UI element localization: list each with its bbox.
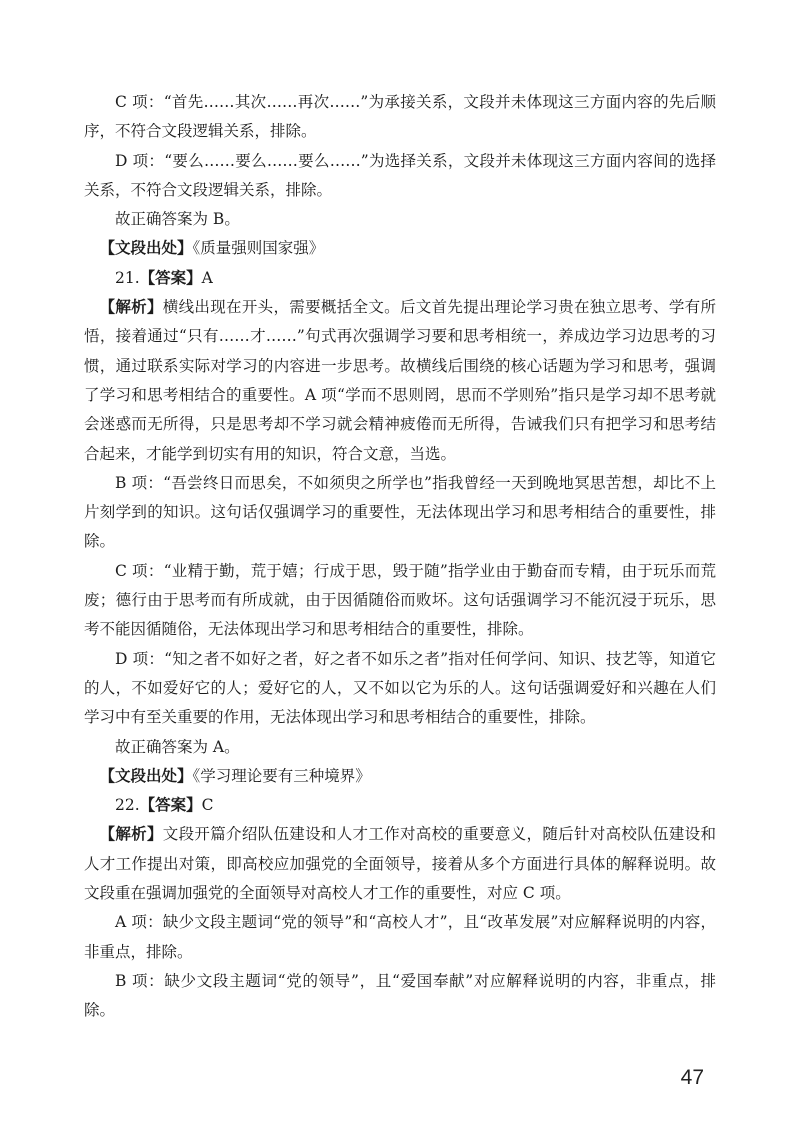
paragraph — [84, 205, 716, 234]
paragraph-text: 《学习理论要有三种境界》 — [192, 766, 371, 785]
paragraph-text: D 项：“要么……要么……要么……”为选择关系，文段并未体现这三方面内容间的选择关系，不符合文段逻辑关系，排除。 — [84, 151, 716, 199]
paragraph — [84, 733, 716, 762]
page-body — [84, 88, 716, 1026]
page-number: 47 — [680, 1066, 704, 1089]
paragraph — [84, 820, 716, 908]
paragraph-text: 横线出现在开头，需要概括全文。后文首先提出理论学习贵在独立思考、学有所悟，接着通过“只有……才……”句式再次强调学习要和思考相统一，养成边学习边思考的习惯，通过联系实际对学习的内容进一步思考。故横线后围绕的核心话题为学习和思考，强调了学习和思考相结合的重要性。A 项“学而不思则罔，思而不学则殆”指只是学习却不思考就会迷惑而无所得，只是思考却不学习就会精神疲倦而无所得，告诫我们只有把学习和思考结合起来，才能学到切实有用的知识，符合文意，当选。 — [84, 298, 716, 463]
paragraph — [84, 264, 716, 293]
paragraph — [84, 967, 716, 1026]
paragraph-text: 故正确答案为 A。 — [115, 737, 240, 756]
paragraph-text: D 项：“知之者不如好之者，好之者不如乐之者”指对任何学问、知识、技艺等，知道它的人，不如爱好它的人；爱好它的人，又不如以它为乐的人。这句话强调爱好和兴趣在人们学习中有至关重要的作用，无法体现出学习和思考相结合的重要性，排除。 — [84, 649, 716, 727]
paragraph — [84, 791, 716, 820]
section-tag: 【解析】 — [99, 298, 163, 317]
paragraph-text: 文段开篇介绍队伍建设和人才工作对高校的重要意义，随后针对高校队伍建设和人才工作提出对策，即高校应加强党的全面领导，接着从多个方面进行具体的解释说明。故文段重在强调加强党的全面领导对高校人才工作的重要性，对应 C 项。 — [84, 825, 716, 903]
paragraph-text: B 项：“吾尝终日而思矣，不如须臾之所学也”指我曾经一天到晚地冥思苦想，却比不上片刻学到的知识。这句话仅强调学习的重要性，无法体现出学习和思考相结合的重要性，排除。 — [84, 473, 716, 551]
paragraph — [84, 469, 716, 557]
paragraph — [84, 147, 716, 206]
paragraph-text: C 项：“业精于勤，荒于嬉；行成于思，毁于随”指学业由于勤奋而专精，由于玩乐而荒废；德行由于思考而有所成就，由于因循随俗而败坏。这句话强调学习不能沉浸于玩乐，思考不能因循随俗，无法体现出学习和思考相结合的重要性，排除。 — [84, 561, 716, 639]
section-tag: 【文段出处】 — [99, 766, 193, 785]
section-tag: 【解析】 — [99, 825, 163, 844]
paragraph-text: C — [201, 796, 214, 815]
paragraph — [84, 762, 716, 791]
answer-tag: 【答案】 — [139, 268, 202, 287]
section-tag: 【文段出处】 — [99, 239, 193, 258]
answer-tag: 【答案】 — [139, 796, 202, 815]
paragraph — [84, 645, 716, 733]
paragraph-text: 故正确答案为 B。 — [115, 210, 240, 229]
paragraph — [84, 234, 716, 263]
paragraph — [84, 293, 716, 469]
paragraph-text: 《质量强则国家强》 — [192, 239, 325, 258]
paragraph — [84, 557, 716, 645]
paragraph-text: B 项：缺少文段主题词“党的领导”，且“爱国奉献”对应解释说明的内容，非重点，排除。 — [84, 971, 716, 1020]
question-number: 22. — [115, 796, 140, 815]
question-number: 21. — [115, 268, 140, 287]
paragraph — [84, 908, 716, 967]
paragraph-text: A 项：缺少文段主题词“党的领导”和“高校人才”，且“改革发展”对应解释说明的内容，非重点，排除。 — [84, 913, 716, 961]
paragraph-text: C 项：“首先……其次……再次……”为承接关系，文段并未体现这三方面内容的先后顺序，不符合文段逻辑关系，排除。 — [84, 93, 716, 141]
paragraph-text: A — [201, 268, 213, 287]
paragraph — [84, 88, 716, 147]
